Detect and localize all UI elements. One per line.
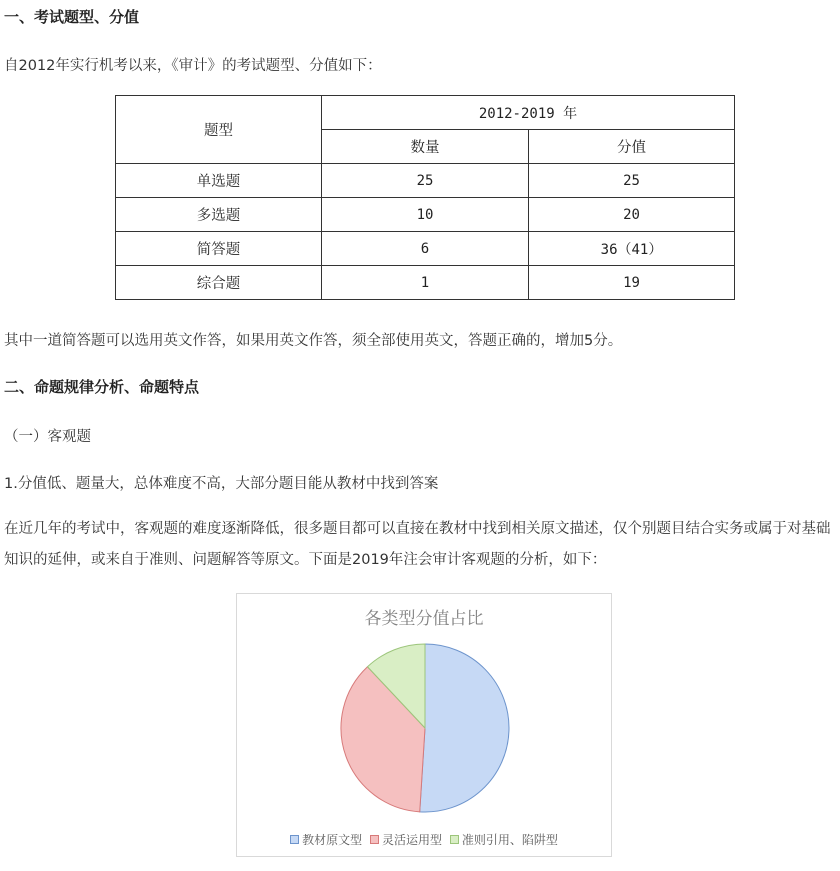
pie-chart-svg <box>237 594 611 856</box>
header-type: 题型 <box>116 96 322 164</box>
legend-swatch <box>370 835 379 844</box>
cell-score: 19 <box>529 266 735 300</box>
cell-score: 36（41） <box>529 232 735 266</box>
legend-label: 灵活运用型 <box>381 833 442 847</box>
cell-count: 10 <box>322 198 529 232</box>
subsection-objective: （一）客观题 <box>4 429 91 445</box>
cell-type: 综合题 <box>116 266 322 300</box>
intro-text: 自2012年实行机考以来，《审计》的考试题型、分值如下： <box>4 58 382 74</box>
header-count: 数量 <box>322 130 529 164</box>
score-table <box>115 95 735 300</box>
legend-item <box>370 831 442 848</box>
pie-chart <box>236 593 612 857</box>
cell-count: 1 <box>322 266 529 300</box>
cell-count: 25 <box>322 164 529 198</box>
legend-label: 教材原文型 <box>302 833 363 847</box>
cell-type: 单选题 <box>116 164 322 198</box>
header-score: 分值 <box>529 130 735 164</box>
table-row <box>116 164 735 198</box>
chart-title: 各类型分值占比 <box>364 609 484 629</box>
legend-swatch <box>290 835 299 844</box>
cell-type: 多选题 <box>116 198 322 232</box>
english-note: 其中一道简答题可以选用英文作答，如果用英文作答，须全部使用英文，答题正确的，增加5分。 <box>4 333 623 349</box>
pie-slice-1 <box>420 644 509 812</box>
header-year-range: 2012-2019 年 <box>322 96 735 130</box>
table-row <box>116 232 735 266</box>
cell-type: 简答题 <box>116 232 322 266</box>
section-heading-2: 二、命题规律分析、命题特点 <box>4 378 200 396</box>
table-row <box>116 198 735 232</box>
cell-count: 6 <box>322 232 529 266</box>
legend-label: 准则引用、陷阱型 <box>461 833 558 847</box>
point-1: 1.分值低、题量大，总体难度不高，大部分题目能从教材中找到答案 <box>4 476 439 492</box>
cell-score: 20 <box>529 198 735 232</box>
analysis-paragraph: 在近几年的考试中，客观题的难度逐渐降低，很多题目都可以直接在教材中找到相关原文描述，仅个别题目结合实务或属于对基础知识的延伸，或来自于准则、问题解答等原文。下面是2019年注会审计客观题的分析，如下： <box>4 521 831 568</box>
legend-item <box>450 831 558 848</box>
legend-item <box>290 831 362 848</box>
chart-legend <box>237 831 611 848</box>
table-row <box>116 266 735 300</box>
cell-score: 25 <box>529 164 735 198</box>
table-header-row <box>116 96 735 130</box>
section-heading-1: 一、考试题型、分值 <box>4 8 140 26</box>
legend-swatch <box>450 835 459 844</box>
